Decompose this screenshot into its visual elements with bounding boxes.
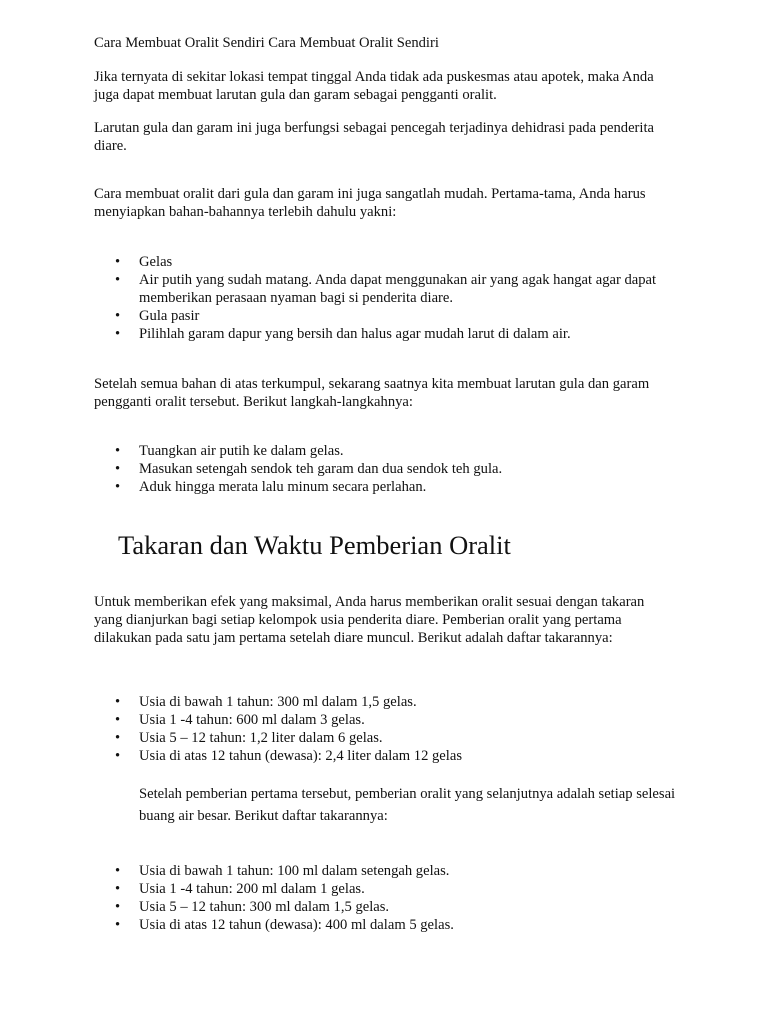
list-item: • Usia 1 -4 tahun: 600 ml dalam 3 gelas.	[115, 712, 365, 728]
ingredients-list	[94, 253, 664, 343]
list-item: • Usia 1 -4 tahun: 200 ml dalam 1 gelas.	[115, 881, 365, 897]
list-item: • Usia di bawah 1 tahun: 100 ml dalam setengah gelas.	[115, 863, 450, 879]
list-item: • Pilihlah garam dapur yang bersih dan halus agar mudah larut di dalam air.	[115, 326, 571, 342]
bullet-icon: •	[115, 479, 121, 495]
list-item: • Masukan setengah sendok teh garam dan dua sendok teh gula.	[115, 461, 503, 477]
bullet-icon: •	[115, 917, 121, 933]
section-heading: Takaran dan Waktu Pemberian Oralit	[118, 530, 511, 560]
list-item: • Usia di atas 12 tahun (dewasa): 2,4 liter dalam 12 gelas	[115, 748, 462, 764]
document-title-line: Cara Membuat Oralit Sendiri Cara Membuat Oralit Sendiri	[94, 35, 439, 51]
intro-paragraph-1: Jika ternyata di sekitar lokasi tempat tinggal Anda tidak ada puskesmas atau apotek, maka Anda juga dapat membuat larutan gula dan garam sebagai pengganti oralit.	[94, 69, 654, 103]
list-item: • Usia di atas 12 tahun (dewasa): 400 ml dalam 5 gelas.	[115, 917, 454, 933]
first-dose-list	[94, 693, 674, 765]
list-item: • Gula pasir	[115, 308, 200, 324]
bullet-icon: •	[115, 254, 121, 270]
bullet-icon: •	[115, 863, 121, 879]
bullet-icon: •	[115, 694, 121, 710]
followup-intro-paragraph: Setelah pemberian pertama tersebut, pemberian oralit yang selanjutnya adalah setiap selesai buang air besar. Berikut daftar takarannya:	[139, 786, 676, 824]
list-item: • Usia 5 – 12 tahun: 300 ml dalam 1,5 gelas.	[115, 899, 390, 915]
dose-intro-paragraph: Untuk memberikan efek yang maksimal, Anda harus memberikan oralit sesuai dengan takaran yang dianjurkan bagi setiap kelompok usia penderita diare. Pemberian oralit yang pertama dilakukan pada satu jam pertama setelah diare muncul. Berikut adalah daftar takarannya:	[94, 594, 645, 646]
bullet-icon: •	[115, 461, 121, 477]
followup-dose-list	[94, 862, 674, 934]
list-item: • Usia di bawah 1 tahun: 300 ml dalam 1,5 gelas.	[115, 694, 417, 710]
list-item: • Tuangkan air putih ke dalam gelas.	[115, 443, 344, 459]
intro-paragraph-3: Cara membuat oralit dari gula dan garam ini juga sangatlah mudah. Pertama-tama, Anda harus menyiapkan bahan-bahannya terlebih dahulu yakni:	[94, 186, 646, 220]
bullet-icon: •	[115, 443, 121, 459]
steps-list	[94, 442, 674, 496]
bullet-icon: •	[115, 272, 121, 288]
bullet-icon: •	[115, 899, 121, 915]
bullet-icon: •	[115, 712, 121, 728]
list-item: • Air putih yang sudah matang. Anda dapat menggunakan air yang agak hangat agar dapat memberikan perasaan nyaman bagi si penderita diare.	[115, 272, 657, 306]
bullet-icon: •	[115, 730, 121, 746]
list-item: • Aduk hingga merata lalu minum secara perlahan.	[115, 479, 427, 495]
bullet-icon: •	[115, 326, 121, 342]
bullet-icon: •	[115, 308, 121, 324]
intro-paragraph-2: Larutan gula dan garam ini juga berfungsi sebagai pencegah terjadinya dehidrasi pada penderita diare.	[94, 120, 655, 154]
list-item: • Gelas	[115, 254, 173, 270]
bullet-icon: •	[115, 881, 121, 897]
steps-intro-paragraph: Setelah semua bahan di atas terkumpul, sekarang saatnya kita membuat larutan gula dan garam pengganti oralit tersebut. Berikut langkah-langkahnya:	[94, 376, 650, 410]
list-item: • Usia 5 – 12 tahun: 1,2 liter dalam 6 gelas.	[115, 730, 383, 746]
bullet-icon: •	[115, 748, 121, 764]
